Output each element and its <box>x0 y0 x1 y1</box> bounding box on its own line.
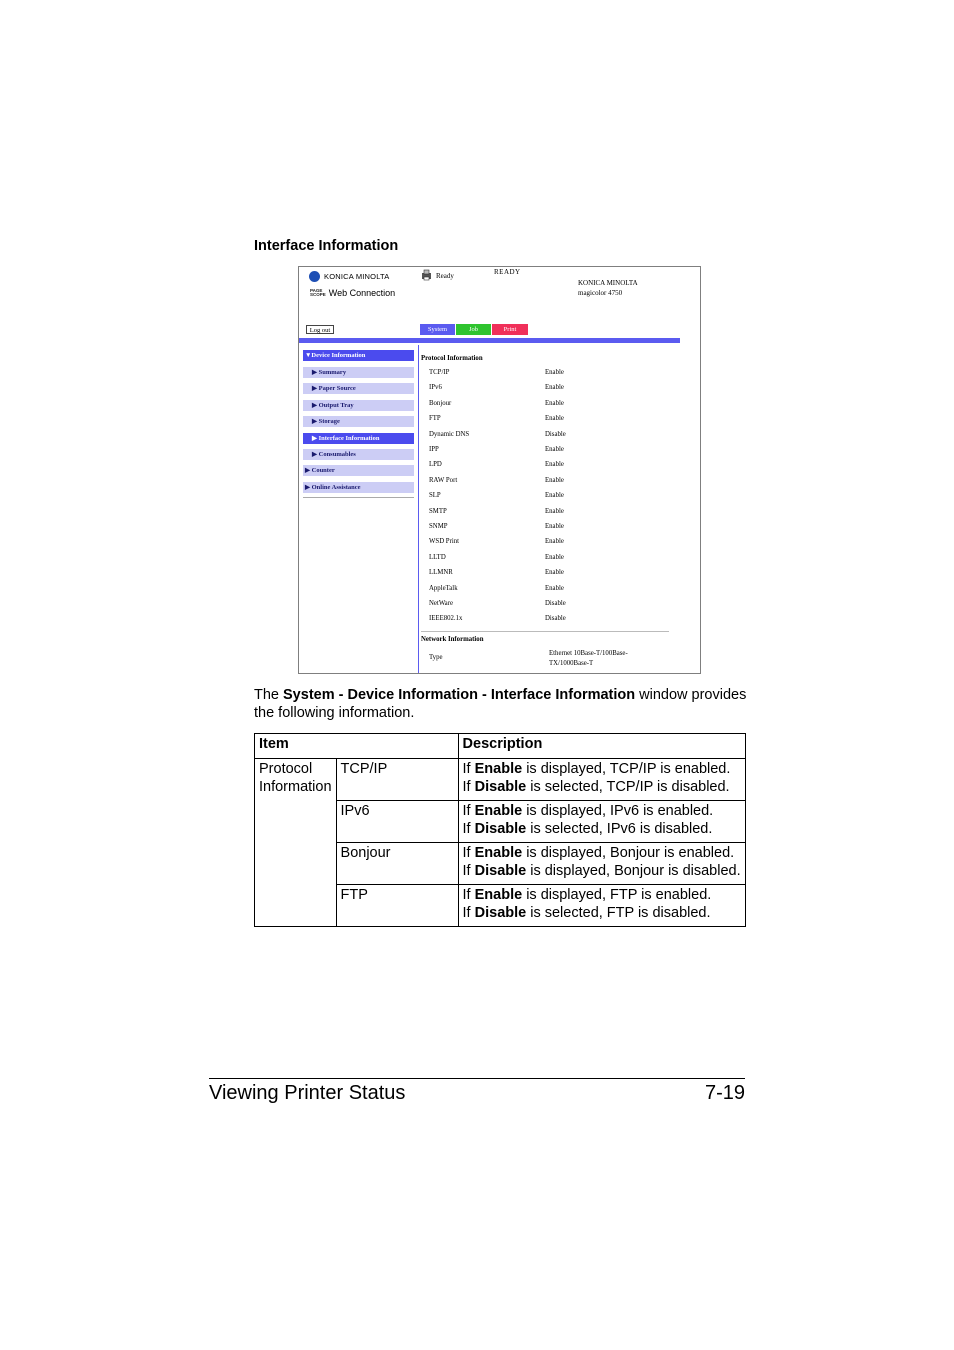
sidebar-item-output-tray[interactable]: ▶ Output Tray <box>303 400 414 411</box>
protocol-name: Dynamic DNS <box>429 430 470 438</box>
printer-status-text: Ready <box>436 272 454 280</box>
tab-system[interactable]: System <box>420 324 455 335</box>
protocol-status: Disable <box>545 600 566 607</box>
network-information-title: Network Information <box>421 636 484 643</box>
protocol-status: Enable <box>545 553 564 561</box>
sidebar-item-counter[interactable]: ▶ Counter <box>303 465 414 476</box>
protocol-status: Enable <box>545 415 564 423</box>
protocol-information-title: Protocol Information <box>421 355 483 362</box>
sidebar-item-paper-source[interactable]: ▶ Paper Source <box>303 383 414 394</box>
description-cell: If Enable is displayed, IPv6 is enabled. If Disable is selected, IPv6 is disabled. <box>458 801 745 843</box>
protocol-name: LPD <box>429 461 442 469</box>
web-connection-screenshot <box>298 266 701 674</box>
protocol-status: Enable <box>545 492 564 500</box>
protocol-status: Enable <box>545 399 564 407</box>
protocol-status: Enable <box>545 523 564 530</box>
sidebar-item-device-information[interactable]: ▼Device Information <box>303 350 414 361</box>
protocol-name: FTP <box>429 415 441 423</box>
protocol-status: Enable <box>545 476 564 484</box>
footer-chapter-title: Viewing Printer Status <box>209 1082 406 1104</box>
protocol-name: TCP/IP <box>429 369 450 376</box>
section-divider <box>421 631 669 632</box>
protocol-name: IEEE802.1x <box>429 615 463 623</box>
brand-name: KONICA MINOLTA <box>324 272 390 281</box>
protocol-name: SMTP <box>429 507 447 515</box>
description-cell: If Enable is displayed, Bonjour is enabled. If Disable is displayed, Bonjour is disabled. <box>458 843 745 885</box>
item-cell: FTP <box>336 885 458 927</box>
item-cell: Bonjour <box>336 843 458 885</box>
page-number: 7-19 <box>704 1082 745 1104</box>
brand-logo <box>309 271 389 282</box>
table-header-row <box>255 734 746 759</box>
protocol-name: AppleTalk <box>429 584 458 592</box>
sidebar-item-storage[interactable]: ▶ Storage <box>303 416 414 427</box>
sidebar-item-consumables[interactable]: ▶ Consumables <box>303 449 414 460</box>
protocol-name: Bonjour <box>429 399 452 407</box>
protocol-name: LLTD <box>429 553 446 561</box>
protocol-name: IPv6 <box>429 384 442 392</box>
sidebar-item-online-assistance[interactable]: ▶ Online Assistance <box>303 482 414 493</box>
protocol-name: NetWare <box>429 600 453 607</box>
protocol-name: SLP <box>429 492 441 500</box>
protocol-name: SNMP <box>429 523 448 530</box>
protocol-status: Enable <box>545 507 564 515</box>
protocol-status: Enable <box>545 384 564 392</box>
protocol-name: LLMNR <box>429 569 453 577</box>
logout-button[interactable]: Log out <box>306 325 334 334</box>
section-heading: Interface Information <box>254 238 399 254</box>
protocol-status: Enable <box>545 446 564 453</box>
network-type-label: Type <box>429 654 443 661</box>
pagescope-logo: PAGE SCOPE <box>310 287 326 297</box>
sidebar-item-summary[interactable]: ▶ Summary <box>303 367 414 378</box>
protocol-status: Enable <box>545 584 564 592</box>
protocol-name: IPP <box>429 446 439 453</box>
footer-rule <box>209 1078 745 1079</box>
tab-print[interactable]: Print <box>492 324 528 335</box>
description-cell: If Enable is displayed, FTP is enabled. If Disable is selected, FTP is disabled. <box>458 885 745 927</box>
protocol-status: Enable <box>545 569 564 577</box>
sidebar-separator <box>303 497 414 498</box>
protocol-status: Enable <box>545 369 564 376</box>
network-type-value: Ethernet 10Base-T/100Base-TX/1000Base-T <box>549 650 628 667</box>
protocol-status: Enable <box>545 538 564 546</box>
window-path: System - Device Information - Interface Information <box>283 687 636 703</box>
protocol-status: Disable <box>545 615 566 623</box>
web-connection-title: Web Connection <box>328 288 396 298</box>
intro-paragraph: The System - Device Information - Interface Information window provides the following information. <box>254 687 747 721</box>
table-row <box>255 759 746 801</box>
printer-status-caps: READY <box>494 268 521 276</box>
web-connection-logo <box>310 288 395 298</box>
konica-logo-icon <box>309 271 320 282</box>
tab-underline-bar <box>299 338 680 343</box>
printer-status-icon <box>421 269 432 281</box>
description-cell: If Enable is displayed, TCP/IP is enabled. If Disable is selected, TCP/IP is disabled. <box>458 759 745 801</box>
protocol-status: Disable <box>545 430 566 438</box>
item-cell: IPv6 <box>336 801 458 843</box>
information-table <box>254 733 746 927</box>
protocol-status: Enable <box>545 461 564 469</box>
model-maker: KONICA MINOLTA <box>578 279 638 287</box>
header-description: Description <box>458 734 745 759</box>
group-label: Protocol Information <box>255 759 337 927</box>
sidebar-divider <box>418 345 419 673</box>
model-name: magicolor 4750 <box>578 289 623 297</box>
header-item: Item <box>255 734 459 759</box>
protocol-name: WSD Print <box>429 538 460 546</box>
tab-job[interactable]: Job <box>456 324 491 335</box>
item-cell: TCP/IP <box>336 759 458 801</box>
sidebar-item-interface-information[interactable]: ▶ Interface Information <box>303 433 414 444</box>
protocol-name: RAW Port <box>429 476 458 484</box>
